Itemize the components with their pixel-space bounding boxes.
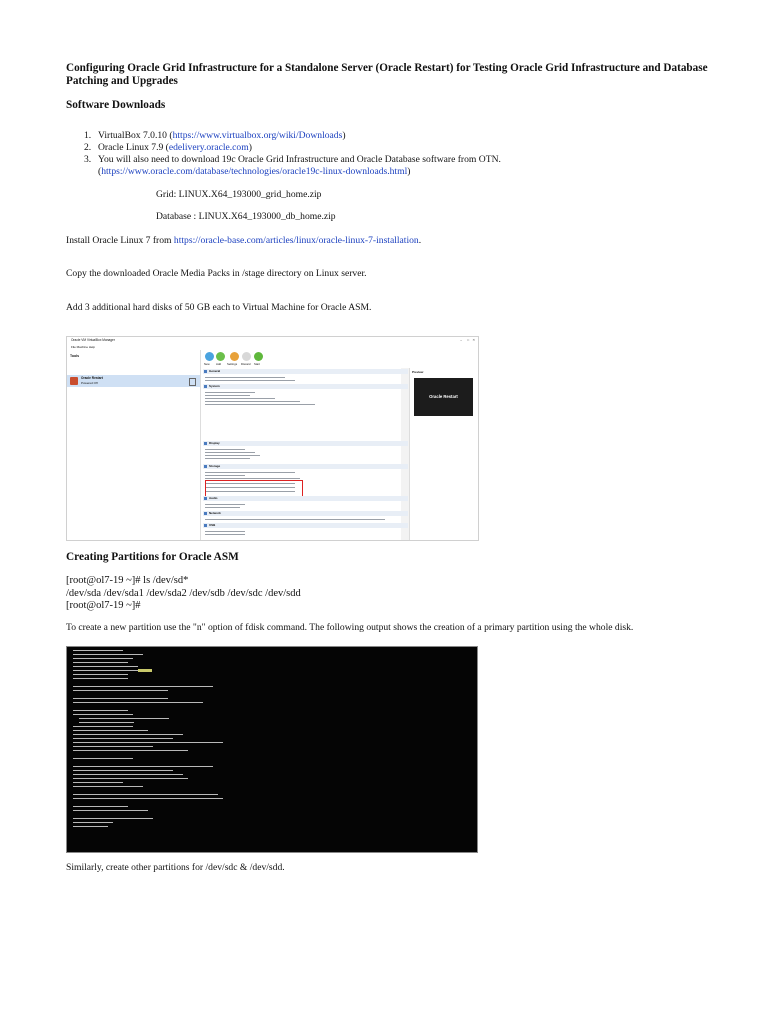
toolbar-label: Add bbox=[216, 362, 221, 366]
detail-line bbox=[205, 455, 260, 456]
detail-line bbox=[205, 458, 250, 459]
detail-line bbox=[205, 380, 295, 381]
terminal-line bbox=[73, 826, 108, 827]
terminal-line bbox=[73, 774, 183, 775]
new-icon bbox=[205, 352, 214, 361]
terminal-line bbox=[73, 770, 173, 771]
detail-line bbox=[205, 392, 255, 393]
detail-line bbox=[205, 507, 240, 508]
list-text: ) bbox=[342, 130, 346, 141]
terminal-line bbox=[73, 738, 173, 739]
copy-paragraph: Copy the downloaded Oracle Media Packs in /stage directory on Linux server. bbox=[66, 268, 367, 279]
vm-menu-icon bbox=[189, 378, 196, 386]
section-usb: USB bbox=[203, 523, 408, 528]
oracle-base-link[interactable]: https://oracle-base.com/articles/linux/oracle-linux-7-installation bbox=[173, 235, 419, 246]
section-general: General bbox=[203, 369, 408, 374]
list-number: 3. bbox=[84, 154, 92, 165]
toolbar-label: Settings bbox=[227, 362, 238, 366]
terminal-line bbox=[73, 810, 148, 811]
terminal-line bbox=[73, 822, 113, 823]
install-text: . bbox=[418, 235, 422, 246]
downloads-heading: Software Downloads bbox=[66, 99, 166, 111]
list-text: VirtualBox 7.0.10 ( bbox=[98, 130, 173, 141]
list-item-continuation bbox=[84, 166, 501, 178]
terminal-line bbox=[73, 726, 133, 727]
vbox-titlebar bbox=[67, 337, 478, 344]
terminal-line bbox=[73, 750, 188, 751]
detail-line bbox=[205, 534, 245, 535]
terminal-line bbox=[73, 662, 128, 663]
install-text: Install Oracle Linux 7 from bbox=[66, 235, 174, 246]
terminal-line bbox=[73, 818, 153, 819]
section-network: Network bbox=[203, 511, 408, 516]
detail-line bbox=[205, 401, 300, 402]
terminal-screenshot bbox=[66, 646, 478, 853]
terminal-line bbox=[73, 698, 168, 699]
vm-name: Oracle Restart bbox=[81, 376, 103, 380]
oracle-downloads-link[interactable]: https://www.oracle.com/database/technologies/oracle19c-linux-downloads.html bbox=[101, 166, 408, 177]
add-disks-paragraph: Add 3 additional hard disks of 50 GB each to Virtual Machine for Oracle ASM. bbox=[66, 302, 372, 313]
list-number: 2. bbox=[84, 142, 92, 153]
detail-line bbox=[205, 377, 285, 378]
settings-icon bbox=[230, 352, 239, 361]
vbox-details bbox=[201, 368, 401, 540]
db-zip-text: Database : LINUX.X64_193000_db_home.zip bbox=[156, 211, 336, 222]
terminal-line bbox=[73, 674, 128, 675]
virtualbox-link[interactable]: https://www.virtualbox.org/wiki/Downloads bbox=[172, 130, 343, 141]
terminal-line bbox=[73, 666, 138, 667]
detail-line bbox=[205, 395, 250, 396]
downloads-list bbox=[84, 130, 501, 178]
list-item bbox=[84, 142, 501, 154]
terminal-line bbox=[73, 794, 218, 795]
vbox-menu: File Machine Help bbox=[71, 345, 96, 349]
toolbar-label: Start bbox=[254, 362, 260, 366]
detail-line bbox=[205, 504, 245, 505]
start-icon bbox=[254, 352, 263, 361]
vm-icon bbox=[70, 377, 78, 385]
list-number: 1. bbox=[84, 130, 92, 141]
detail-line bbox=[205, 531, 245, 532]
terminal-line bbox=[73, 746, 153, 747]
add-icon bbox=[216, 352, 225, 361]
terminal-line bbox=[73, 714, 133, 715]
terminal-line bbox=[73, 798, 223, 799]
terminal-line bbox=[73, 766, 213, 767]
terminal-line bbox=[73, 686, 213, 687]
detail-line bbox=[205, 404, 315, 405]
command-prompt: [root@ol7-19 ~]# bbox=[66, 600, 141, 611]
terminal-line bbox=[73, 710, 128, 711]
list-text: ( bbox=[98, 166, 102, 177]
terminal-line bbox=[73, 778, 188, 779]
toolbar-label: New bbox=[204, 362, 210, 366]
preview-label: Preview bbox=[412, 370, 424, 374]
list-text: Oracle Linux 7.9 ( bbox=[98, 142, 169, 153]
list-item bbox=[84, 154, 501, 166]
added-disks-highlight bbox=[205, 480, 303, 497]
virtualbox-screenshot bbox=[66, 336, 479, 541]
detail-line bbox=[205, 398, 275, 399]
list-text: ) bbox=[407, 166, 411, 177]
partitions-heading: Creating Partitions for Oracle ASM bbox=[66, 551, 239, 563]
terminal-line bbox=[73, 786, 143, 787]
terminal-line bbox=[73, 678, 128, 679]
window-close-icon: ✕ bbox=[472, 338, 475, 342]
vbox-preview bbox=[409, 368, 479, 540]
window-minimize-icon: – bbox=[460, 338, 462, 342]
detail-line bbox=[205, 475, 245, 476]
detail-line bbox=[205, 478, 300, 479]
list-text: ) bbox=[248, 142, 252, 153]
detail-line bbox=[205, 449, 245, 450]
detail-line bbox=[205, 472, 295, 473]
fdisk-paragraph: To create a new partition use the "n" option of fdisk command. The following output shows the creation of a primary partition using the whole disk. bbox=[66, 622, 634, 633]
terminal-line bbox=[73, 670, 138, 671]
section-storage: Storage bbox=[203, 464, 408, 469]
vm-state: Powered Off bbox=[81, 381, 98, 385]
terminal-line bbox=[73, 734, 183, 735]
terminal-line bbox=[73, 806, 128, 807]
preview-screen bbox=[414, 378, 473, 416]
terminal-line bbox=[73, 742, 223, 743]
ls-command-block bbox=[66, 575, 301, 613]
vbox-tools-label: Tools bbox=[70, 354, 80, 358]
preview-text: Oracle Restart bbox=[429, 394, 458, 399]
discard-icon bbox=[242, 352, 251, 361]
vm-list-item bbox=[67, 375, 200, 387]
similarly-paragraph: Similarly, create other partitions for /dev/sdc & /dev/sdd. bbox=[66, 862, 285, 873]
terminal-line bbox=[73, 650, 123, 651]
vbox-sidebar bbox=[67, 350, 201, 540]
window-maximize-icon: □ bbox=[467, 338, 469, 342]
terminal-line bbox=[73, 658, 133, 659]
toolbar-label: Discard bbox=[241, 362, 251, 366]
vbox-toolbar bbox=[201, 350, 478, 368]
document-title: Configuring Oracle Grid Infrastructure for a Standalone Server (Oracle Restart) for Testing Oracle Grid Infrastructure and Database Patching and Upgrades bbox=[66, 62, 708, 87]
terminal-line bbox=[73, 782, 123, 783]
terminal-line bbox=[73, 730, 148, 731]
terminal-line bbox=[79, 718, 169, 719]
terminal-highlight bbox=[138, 669, 152, 672]
terminal-line bbox=[79, 722, 134, 723]
detail-line bbox=[205, 519, 385, 520]
section-display: Display bbox=[203, 441, 408, 446]
vbox-window-title: Oracle VM VirtualBox Manager bbox=[71, 338, 115, 342]
terminal-line bbox=[73, 654, 143, 655]
terminal-line bbox=[73, 758, 133, 759]
list-item bbox=[84, 130, 501, 142]
list-text: You will also need to download 19c Oracle Grid Infrastructure and Oracle Database software from OTN. bbox=[98, 154, 501, 165]
install-paragraph bbox=[66, 235, 421, 246]
command-output: /dev/sda /dev/sda1 /dev/sda2 /dev/sdb /dev/sdc /dev/sdd bbox=[66, 587, 301, 599]
command-line: [root@ol7-19 ~]# ls /dev/sd* bbox=[66, 575, 189, 586]
section-system: System bbox=[203, 384, 408, 389]
terminal-line bbox=[73, 690, 168, 691]
edelivery-link[interactable]: edelivery.oracle.com bbox=[168, 142, 249, 153]
grid-zip-text: Grid: LINUX.X64_193000_grid_home.zip bbox=[156, 189, 322, 200]
detail-line bbox=[205, 452, 255, 453]
section-audio: Audio bbox=[203, 496, 408, 501]
terminal-line bbox=[73, 702, 203, 703]
